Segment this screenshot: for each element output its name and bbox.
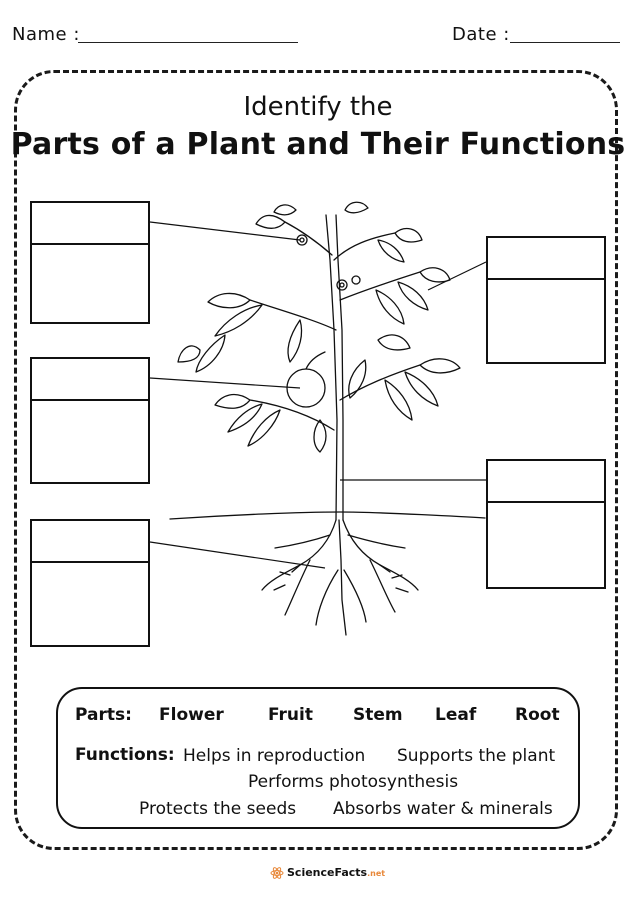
label-box-2[interactable] bbox=[30, 357, 150, 484]
function-reproduction: Helps in reproduction bbox=[183, 746, 366, 766]
label-box-5-name-slot[interactable] bbox=[488, 461, 604, 503]
function-photosynthesis: Performs photosynthesis bbox=[248, 772, 459, 792]
part-stem: Stem bbox=[353, 705, 403, 725]
label-box-3-name-slot[interactable] bbox=[32, 521, 148, 563]
function-support: Supports the plant bbox=[397, 746, 556, 766]
leaf-shapes bbox=[178, 202, 460, 452]
part-leaf: Leaf bbox=[435, 705, 477, 725]
logo-text: ScienceFacts bbox=[287, 866, 368, 879]
label-box-1-name-slot[interactable] bbox=[32, 203, 148, 245]
ground-line bbox=[170, 512, 485, 519]
logo-suffix: .net bbox=[367, 869, 386, 878]
title-line-1: Identify the bbox=[243, 92, 393, 122]
sciencefacts-logo bbox=[270, 866, 385, 880]
functions-label: Functions: bbox=[75, 745, 175, 765]
part-fruit: Fruit bbox=[268, 705, 313, 725]
name-label: Name : bbox=[12, 24, 80, 45]
root-shapes bbox=[262, 520, 418, 635]
function-protect-seeds: Protects the seeds bbox=[139, 799, 297, 819]
part-flower: Flower bbox=[159, 705, 224, 725]
label-box-2-name-slot[interactable] bbox=[32, 359, 148, 401]
date-label: Date : bbox=[452, 24, 510, 45]
label-box-4-name-slot[interactable] bbox=[488, 238, 604, 280]
stem bbox=[326, 215, 337, 520]
label-box-4[interactable] bbox=[486, 236, 606, 364]
function-absorb-water: Absorbs water & minerals bbox=[333, 799, 553, 819]
page-title: Parts of a Plant and Their Functions bbox=[10, 127, 626, 162]
label-box-1[interactable] bbox=[30, 201, 150, 324]
parts-label: Parts: bbox=[75, 705, 132, 725]
pointer-lines bbox=[150, 222, 486, 568]
part-root: Root bbox=[515, 705, 560, 725]
label-box-5[interactable] bbox=[486, 459, 606, 589]
label-box-3[interactable] bbox=[30, 519, 150, 647]
atom-icon bbox=[270, 866, 284, 880]
